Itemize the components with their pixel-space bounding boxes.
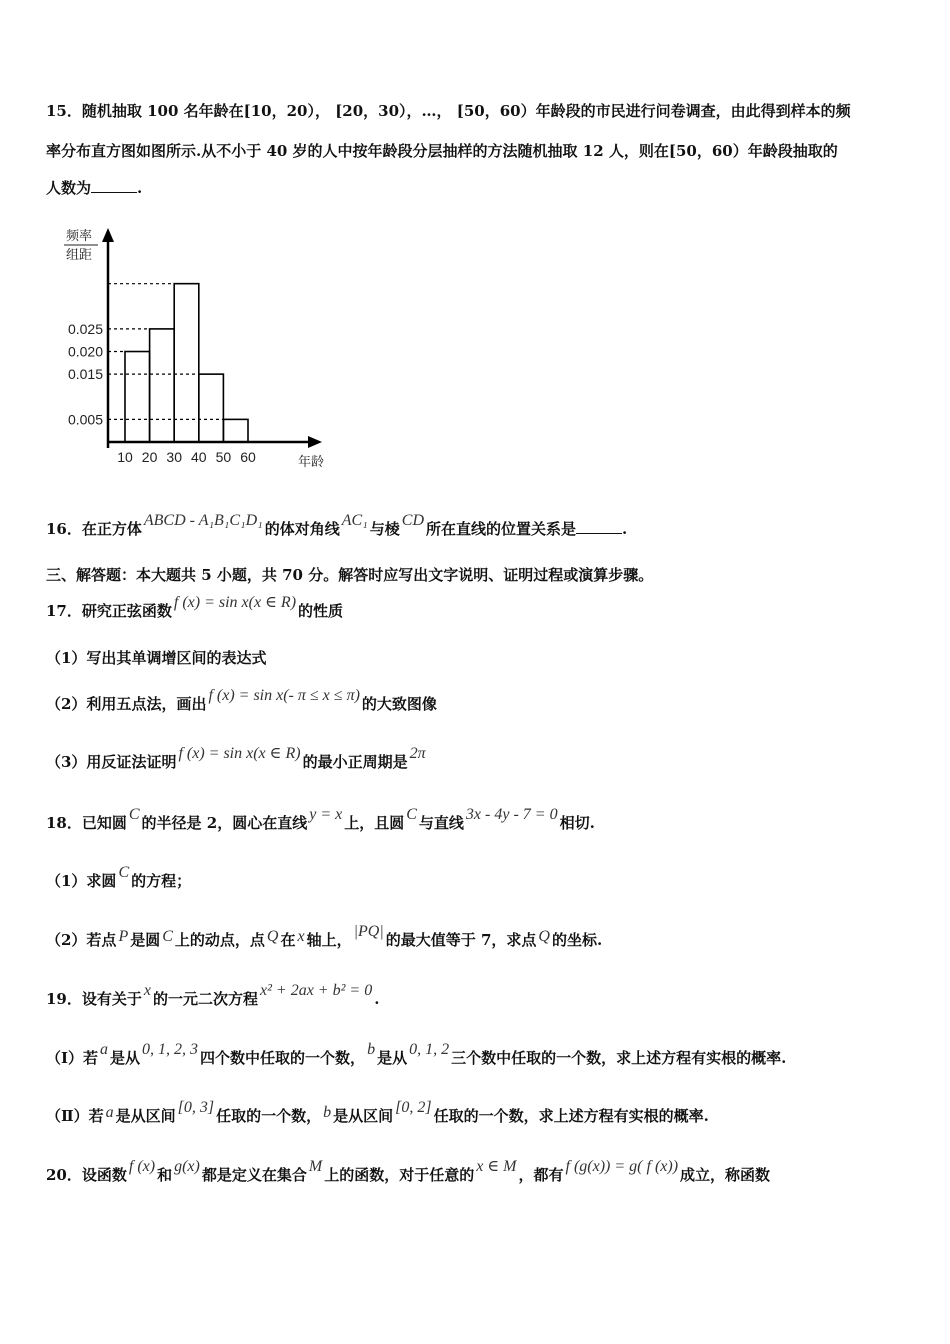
q18-part2-a: （2）若点: [46, 931, 117, 949]
q18-part2-c: 上的动点，点: [174, 931, 265, 949]
q20-composition-math: f (g(x)) = g( f (x)): [565, 1158, 679, 1175]
q19-set-b-math: 0, 1, 2: [409, 1041, 450, 1058]
q19-set-a-math: 0, 1, 2, 3: [142, 1041, 199, 1058]
q20-text-and: 和: [157, 1166, 173, 1184]
q18-text-mid1: 的半径是 2，圆心在直线: [141, 814, 308, 832]
y-tick-label: 0.005: [67, 411, 103, 428]
y-tick-label: 0.015: [67, 366, 103, 383]
q20-text-mid3: ，都有: [518, 1166, 564, 1184]
y-label-bottom: 组距: [66, 247, 93, 262]
q19-x-math: x: [143, 982, 151, 999]
x-axis-arrow: [308, 436, 322, 448]
q19-part2: [46, 1099, 709, 1128]
q19-part1-e: 三个数中任取的一个数，求上述方程有实根的概率.: [451, 1049, 787, 1067]
x-tick-label: 60: [240, 449, 256, 465]
q19-part1-a: （Ⅰ）若: [46, 1049, 99, 1067]
section3-text: 三、解答题：本大题共 5 小题，共 70 分。解答时应写出文字说明、证明过程或演算步骤。: [46, 566, 654, 584]
q16-diag-math: AC₁: [341, 512, 368, 529]
q19-text-pre: 19．设有关于: [46, 990, 142, 1008]
x-tick-label: 20: [141, 449, 158, 465]
x-tick-label: 30: [166, 449, 182, 465]
q16-text-post: 所在直线的位置关系是: [426, 520, 577, 538]
q15-text-3: 人数为: [46, 179, 92, 197]
histogram-bar-50-60: [223, 419, 248, 442]
x-tick-label: 10: [117, 449, 133, 465]
q20-f-math: f (x): [128, 1158, 156, 1175]
q18-point-p: P: [118, 928, 129, 945]
q20-set-m-math: M: [308, 1158, 323, 1175]
q19-interval-a-math: [0, 3]: [177, 1099, 215, 1116]
q17-part2-math: f (x) = sin x(- π ≤ x ≤ π): [208, 687, 360, 704]
q18-part2: [46, 923, 603, 952]
q15-text-3-end: .: [137, 179, 143, 197]
q16-line: [46, 512, 628, 541]
q15-text-1: 15．随机抽取 100 名年龄在[10，20）， [20，30），…， [50，60）年龄段的市民进行问卷调查，由此得到样本的频: [46, 102, 851, 120]
q20-g-math: g(x): [174, 1158, 200, 1175]
q18-text-mid3: 与直线: [418, 814, 464, 832]
x-axis-label: 年龄: [298, 454, 325, 469]
q16-text-pre: 16．在正方体: [46, 520, 142, 538]
q18-circle-c-2: C: [406, 806, 417, 823]
x-tick-label: 50: [215, 449, 232, 465]
q19-text-mid: 的一元二次方程: [152, 990, 258, 1008]
q20-text-mid2: 上的函数，对于任意的: [324, 1166, 475, 1184]
q18-part2-b: 是圆: [130, 931, 161, 949]
q19-part2-e: 任取的一个数，求上述方程有实根的概率.: [433, 1107, 709, 1125]
q17-part3: [46, 745, 428, 774]
q17-text-post: 的性质: [298, 602, 344, 620]
histogram-bar-30-40: [174, 284, 199, 442]
q17-part3-pre: （3）用反证法证明: [46, 753, 177, 771]
q19-part1-c: 四个数中任取的一个数，: [200, 1049, 366, 1067]
section3-heading: [46, 564, 653, 586]
q15-line3: [46, 177, 142, 199]
y-axis-arrow: [102, 228, 114, 242]
q17-func-math: f (x) = sin x(x ∈ R): [173, 594, 297, 611]
q17-part2: [46, 687, 437, 716]
q16-text-mid2: 与棱: [369, 520, 400, 538]
frequency-histogram: [50, 222, 340, 472]
histogram-bar-40-50: [199, 374, 224, 442]
q16-text-end: .: [622, 520, 628, 538]
q19-part1-d: 是从: [377, 1049, 408, 1067]
q19-part1: [46, 1041, 787, 1070]
q19-line: [46, 982, 380, 1011]
q18-line: [46, 806, 595, 835]
q18-part2-e: 轴上，: [306, 931, 352, 949]
q19-part2-b-math: b: [323, 1104, 332, 1121]
q19-equation-math: x² + 2ax + b² = 0: [260, 982, 373, 999]
q18-part1-post: 的方程；: [131, 872, 192, 890]
q18-part1-c: C: [118, 864, 130, 881]
q20-xm-math: x ∈ M: [476, 1158, 517, 1175]
q17-part3-math: f (x) = sin x(x ∈ R): [178, 745, 301, 762]
q19-text-post: .: [374, 990, 380, 1008]
q20-text-mid1: 都是定义在集合: [201, 1166, 307, 1184]
q19-a-math: a: [100, 1041, 109, 1058]
q18-line2-math: 3x - 4y - 7 = 0: [465, 806, 558, 823]
q15-text-2: 率分布直方图如图所示.从不小于 40 岁的人中按年龄段分层抽样的方法随机抽取 12 人，则在[50，60）年龄段抽取的: [46, 142, 838, 160]
q15-line1: [46, 100, 851, 122]
q18-line-math: y = x: [309, 806, 343, 823]
q18-x-math: x: [297, 928, 305, 945]
q18-circle-c: C: [128, 806, 140, 823]
q17-line: [46, 594, 344, 623]
q19-part2-c: 任取的一个数，: [216, 1107, 322, 1125]
q18-part1-pre: （1）求圆: [46, 872, 117, 890]
q19-part1-b: 是从: [110, 1049, 141, 1067]
q19-b-math: b: [367, 1041, 376, 1058]
q19-part2-a: （Ⅱ）若: [46, 1107, 104, 1125]
q15-line2: [46, 140, 838, 162]
y-label-top: 频率: [66, 228, 93, 243]
q18-point-q-2: Q: [538, 928, 550, 945]
q18-part1: [46, 864, 192, 893]
histogram-bar-20-30: [150, 329, 175, 442]
q19-part2-a-math: a: [105, 1104, 114, 1121]
q20-text-pre: 20．设函数: [46, 1166, 127, 1184]
answer-blank: [91, 178, 137, 193]
q18-part2-d: 在: [280, 931, 296, 949]
q17-part3-value: 2π: [409, 745, 426, 762]
q19-part2-b: 是从区间: [115, 1107, 176, 1125]
q17-text-pre: 17．研究正弦函数: [46, 602, 172, 620]
q17-part2-pre: （2）利用五点法，画出: [46, 695, 207, 713]
q17-part3-mid: 的最小正周期是: [302, 753, 408, 771]
q17-part1-text: （1）写出其单调增区间的表达式: [46, 649, 267, 667]
x-tick-label: 40: [191, 449, 207, 465]
q18-text-mid2: 上，且圆: [344, 814, 405, 832]
q16-text-mid1: 的体对角线: [264, 520, 340, 538]
q18-text-post: 相切.: [559, 814, 595, 832]
q17-part1: [46, 647, 266, 669]
y-tick-label: 0.020: [67, 343, 103, 360]
y-tick-label: 0.025: [67, 320, 103, 337]
answer-blank: [576, 519, 622, 534]
q17-part2-post: 的大致图像: [361, 695, 437, 713]
q18-text-pre: 18．已知圆: [46, 814, 127, 832]
q18-part2-g: 的坐标.: [551, 931, 603, 949]
q19-part2-d: 是从区间: [333, 1107, 394, 1125]
q18-part2-f: 的最大值等于 7，求点: [385, 931, 537, 949]
q19-interval-b-math: [0, 2]: [395, 1099, 432, 1116]
q20-line: [46, 1158, 771, 1187]
q20-text-post: 成立，称函数: [680, 1166, 771, 1184]
q18-part2-c-math: C: [162, 928, 173, 945]
q16-cube-math: ABCD - A₁B₁C₁D₁: [143, 512, 263, 529]
q18-point-q: Q: [266, 928, 279, 945]
q18-pq-math: |PQ|: [353, 923, 384, 940]
q16-edge-math: CD: [401, 512, 424, 529]
histogram-bar-10-20: [125, 352, 150, 442]
